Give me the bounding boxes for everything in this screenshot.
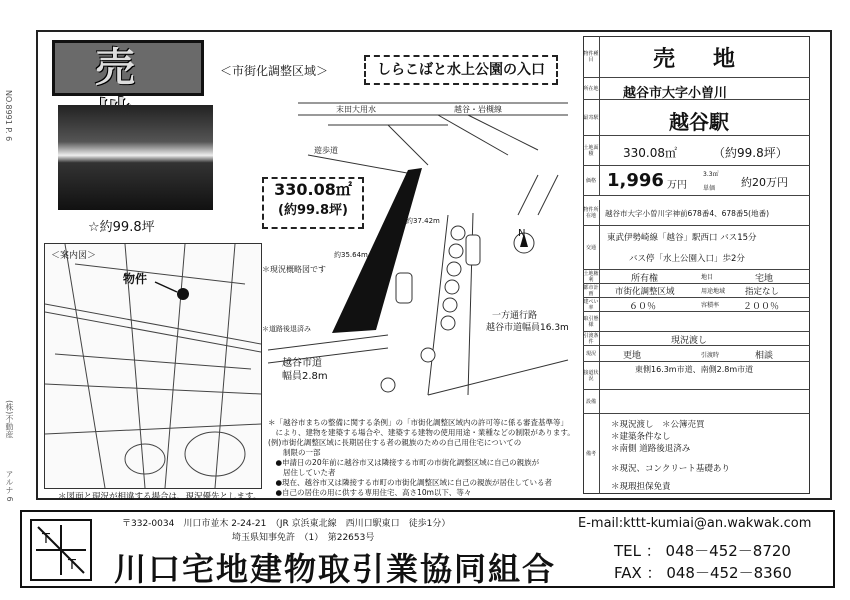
zone-note: ＜市街化調整区域＞ xyxy=(220,64,329,78)
agency-license: 埼玉県知事免許 （1） 第22653号 xyxy=(232,533,375,543)
use-value: 指定なし xyxy=(745,287,780,297)
label-price: 価格 xyxy=(583,166,600,195)
unit-value: 約20万円 xyxy=(741,176,788,189)
lot-value: 越谷市大字小曽川字神前678番4、678番5(地番) xyxy=(605,209,770,218)
unit-label-bottom: 単価 xyxy=(703,185,716,192)
price-unit: 万円 xyxy=(667,180,687,191)
guide-map-label: ＜案内図＞ xyxy=(51,251,97,261)
row-road xyxy=(583,362,810,390)
row-lot xyxy=(583,200,810,226)
label-lot: 物件所在地 xyxy=(583,200,600,225)
agency-email[interactable]: E-mail:kttt-kumiai@an.wakwak.com xyxy=(578,516,812,531)
row-land xyxy=(583,136,810,166)
area-box xyxy=(262,177,364,229)
far-value: ２００％ xyxy=(743,302,780,312)
label-type: 物件種目 xyxy=(583,36,600,77)
label-station: 最寄駅 xyxy=(583,100,600,135)
label-land: 土地面積 xyxy=(583,136,600,165)
sale-title: 売 xyxy=(52,40,204,96)
road-top2: 越谷・岩槻線 xyxy=(454,105,502,114)
location-value: 越谷市大字小曽川 xyxy=(623,86,728,101)
row-facility xyxy=(583,390,810,414)
row-delivery xyxy=(583,332,810,346)
row-remarks xyxy=(583,414,810,494)
status-value: 更地 xyxy=(623,351,642,361)
note-line: (例)市街化調整区域に長期居住する者の親族のための自己用住宅についての xyxy=(268,438,522,447)
regulation-notes xyxy=(268,418,580,498)
row-coverage xyxy=(583,298,810,312)
agency-address: 〒332-0034 川口市並木 2-24-21 （JR 京浜東北線 西川口駅東口 徒歩1分） xyxy=(122,519,451,529)
note-line: 制限の一部 xyxy=(268,448,321,457)
price-value: 1,996 xyxy=(607,170,664,191)
handover-label: 引渡時 xyxy=(701,352,720,359)
agency-footer xyxy=(20,510,835,588)
rough-note: ＊現況概略図です xyxy=(262,265,326,274)
row-price xyxy=(583,166,810,196)
area-tsubo: (約99.8坪) xyxy=(278,203,348,218)
note-line: ●自己の居住の用に供する専用住宅、高さ10m以下、等々 xyxy=(268,488,472,497)
walk-road: 遊歩道 xyxy=(314,146,338,155)
row-location xyxy=(583,78,810,100)
label-facility: 設備 xyxy=(583,390,600,413)
agency-name: 川口宅地建物取引業協同組合 xyxy=(114,550,557,588)
far-label: 容積率 xyxy=(701,302,720,309)
chimoku-label: 地目 xyxy=(701,274,714,281)
remark-line: ＊南側 道路後退済み xyxy=(611,444,691,454)
road-top1: 末田大用水 xyxy=(336,105,376,114)
photo-tsubo-caption: ☆約99.8坪 xyxy=(88,220,155,235)
delivery-value: 現況渡し xyxy=(671,336,708,346)
row-type xyxy=(583,36,810,78)
fax-side-mark: (株)不動産 xyxy=(5,400,14,439)
dim-left: 約35.64m xyxy=(334,251,368,259)
bottom-note: ＊図面と現況が相違する場合は、現況優先とします。 xyxy=(58,492,262,502)
station-value: 越谷駅 xyxy=(669,110,729,134)
label-delivery: 引渡条件 xyxy=(583,332,599,345)
north-label: N xyxy=(518,228,526,239)
property-label: 物件 xyxy=(123,272,148,286)
area-m2: 330.08㎡ xyxy=(274,180,352,199)
traffic-value-2: バス停「水上公園入口」歩2分 xyxy=(629,254,745,264)
dim-right: 約37.42m xyxy=(406,217,440,225)
label-remarks: 備考 xyxy=(583,414,600,494)
handover-value: 相談 xyxy=(755,351,774,361)
coverage-value: ６０％ xyxy=(629,302,657,312)
type-value: 売 地 xyxy=(653,47,744,72)
place-title: しらこばと水上公園の入口 xyxy=(364,55,558,85)
note-line: ●申請日の20年前に越谷市又は隣接する市町の市街化調整区域に自己の親族が xyxy=(268,458,540,467)
agency-tel[interactable]: TEL ： 048－452－8720 xyxy=(614,542,791,560)
city-value: 市街化調整区域 xyxy=(615,287,675,297)
land-tsubo: （約99.8坪） xyxy=(713,146,788,160)
row-rights xyxy=(583,270,810,284)
fax-header-code: NO.8991 P. 6 xyxy=(4,90,13,142)
row-status xyxy=(583,346,810,362)
agency-logo xyxy=(30,519,92,581)
agency-logo-mark xyxy=(32,521,90,579)
oneway-width: 越谷市道幅員16.3m xyxy=(486,323,569,333)
agency-fax: FAX ： 048－452－8360 xyxy=(614,564,792,582)
label-location: 所在地 xyxy=(583,78,600,99)
label-road: 接道状況 xyxy=(583,362,600,389)
label-other: 取引態様 xyxy=(583,312,600,331)
row-other xyxy=(583,312,810,332)
land-m2: 330.08㎡ xyxy=(623,146,677,160)
guide-map xyxy=(44,243,262,489)
row-traffic xyxy=(583,226,810,270)
row-station xyxy=(583,100,810,136)
label-rights: 土地権利 xyxy=(583,270,599,283)
rights-value: 所有権 xyxy=(631,274,659,284)
property-marker xyxy=(177,288,189,300)
unit-label-top: 3.3㎡ xyxy=(703,171,719,178)
label-status: 現況 xyxy=(583,346,600,361)
note-line: 居住していた者 xyxy=(268,468,336,477)
city-road: 越谷市道 xyxy=(282,358,322,369)
row-city xyxy=(583,284,810,298)
svg-text:T: T xyxy=(68,558,76,573)
svg-text:T: T xyxy=(42,532,50,547)
label-coverage: 建ぺい率 xyxy=(583,298,599,311)
oneway-road: 一方通行路 xyxy=(492,311,538,321)
remark-line: ＊現況渡し ＊公簿売買 xyxy=(611,420,705,430)
road-value: 東側16.3m市道、南側2.8m市道 xyxy=(635,365,754,374)
property-photo xyxy=(58,105,213,210)
guide-map-drawing xyxy=(45,244,261,488)
note-line: により、建物を建築する場合や、建築する建物の使用用途・業種などの制限があります。 xyxy=(268,428,575,437)
fax-side-mark-bottom: アルナ 6 xyxy=(5,470,14,502)
use-label: 用途地域 xyxy=(701,288,726,295)
setback-note: ＊道路後退済み xyxy=(262,325,311,333)
label-city: 都市計画 xyxy=(583,284,599,297)
remark-line: ＊現況、コンクリート基礎あり xyxy=(611,464,730,474)
city-road-width: 幅員2.8m xyxy=(282,371,328,382)
remark-line: ＊建築条件なし xyxy=(611,432,671,442)
note-line: ＊「越谷市まちの整備に関する条例」の「市街化調整区域内の許可等に係る審査基準等」 xyxy=(268,418,568,427)
chimoku-value: 宅地 xyxy=(755,274,774,284)
traffic-value-1: 東武伊勢崎線「越谷」駅西口 バス15分 xyxy=(607,233,757,243)
remark-line: ＊現瑕担保免責 xyxy=(611,482,671,492)
note-line: ●現在、越谷市又は隣接する市町の市街化調整区域に自己の親族が居住している者 xyxy=(268,478,553,487)
label-traffic: 交通 xyxy=(583,226,600,269)
